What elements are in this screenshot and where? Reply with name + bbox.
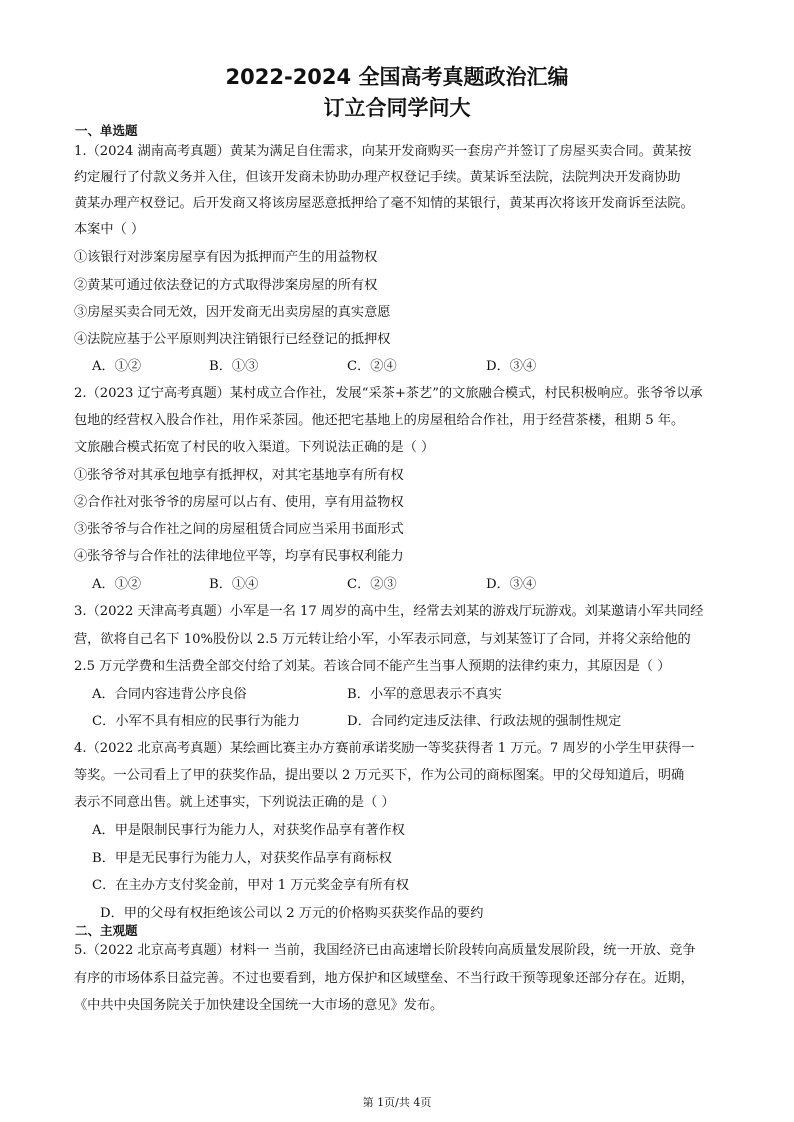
option-b: B．①④ <box>209 577 259 592</box>
option-a: A．甲是限制民事行为能力人，对获奖作品享有著作权 <box>92 823 405 838</box>
question-2-line: 文旅融合模式拓宽了村民的收入渠道。下列说法正确的是（ ） <box>74 440 435 455</box>
question-3-line: 营，欲将自己名下 10%股份以 2.5 万元转让给小军，小军表示同意，与刘某签订了合同，并将父亲给他的 <box>74 632 691 647</box>
question-1-statement: ③房屋买卖合同无效，因开发商无出卖房屋的真实意愿 <box>74 305 391 320</box>
document-subtitle: 订立合同学问大 <box>323 96 471 120</box>
question-1-statement: ④法院应基于公平原则判决注销银行已经登记的抵押权 <box>74 332 391 347</box>
option-b: B．①③ <box>209 359 259 374</box>
option-a: A．①② <box>92 577 142 592</box>
question-5-line: 5.（2022 北京高考真题）材料一 当前，我国经济已由高速增长阶段转向高质量发展阶段，统一开放、竞争 <box>74 943 696 958</box>
option-d: D．甲的父母有权拒绝该公司以 2 万元的价格购买获奖作品的要约 <box>100 906 484 921</box>
option-a: A．合同内容违背公序良俗 <box>92 687 247 702</box>
question-4-line: 4.（2022 北京高考真题）某绘画比赛主办方赛前承诺奖励一等奖获得者 1 万元。7 周岁的小学生甲获得一 <box>74 741 695 756</box>
question-3-line: 2.5 万元学费和生活费全部交付给了刘某。若该合同不能产生当事人预期的法律约束力，其原因是（ ） <box>74 659 671 674</box>
question-3-line: 3.（2022 天津高考真题）小军是一名 17 周岁的高中生，经常去刘某的游戏厅玩游戏。刘某邀请小军共同经 <box>74 604 704 619</box>
question-1-line: 约定履行了付款义务并入住，但该开发商未协助办理产权登记手续。黄某诉至法院，法院判决开发商协助 <box>74 170 681 185</box>
question-2-statement: ①张爷爷对其承包地享有抵押权，对其宅基地享有所有权 <box>74 468 404 483</box>
section-heading-single-choice: 一、单选题 <box>75 123 138 138</box>
document-title: 2022-2024 全国高考真题政治汇编 <box>225 65 569 89</box>
section-heading-subjective: 二、主观题 <box>75 923 138 938</box>
option-c: C．②③ <box>347 577 397 592</box>
option-c: C．在主办方支付奖金前，甲对 1 万元奖金享有所有权 <box>92 878 409 893</box>
question-1-line: 本案中（ ） <box>74 222 145 237</box>
question-1-line: 1.（2024 湖南高考真题）黄某为满足自住需求，向某开发商购买一套房产并签订了房屋买卖合同。黄某按 <box>74 144 692 159</box>
option-b: B．小军的意思表示不真实 <box>347 687 502 702</box>
question-1-statement: ①该银行对涉案房屋享有因为抵押而产生的用益物权 <box>74 250 378 265</box>
option-b: B．甲是无民事行为能力人，对获奖作品享有商标权 <box>92 851 392 866</box>
question-2-statement: ③张爷爷与合作社之间的房屋租赁合同应当采用书面形式 <box>74 522 404 537</box>
question-2-line: 2.（2023 辽宁高考真题）某村成立合作社，发展“采茶+茶艺”的文旅融合模式，村民积极响应。张爷爷以承 <box>74 386 703 401</box>
option-c: C．小军不具有相应的民事行为能力 <box>92 714 300 729</box>
question-5-line: 《中共中央国务院关于加快建设全国统一大市场的意见》发布。 <box>74 998 444 1013</box>
question-4-line: 表示不同意出售。就上述事实，下列说法正确的是（ ） <box>74 795 395 810</box>
question-2-line: 包地的经营权入股合作社，用作采茶园。他还把宅基地上的房屋租给合作社，用于经营茶楼，租期 5 年。 <box>74 413 685 428</box>
option-d: D．③④ <box>486 577 537 592</box>
page-footer: 第 1页/共 4页 <box>362 1096 432 1109</box>
option-a: A．①② <box>92 359 142 374</box>
option-d: D．合同约定违反法律、行政法规的强制性规定 <box>347 714 622 729</box>
question-2-statement: ②合作社对张爷爷的房屋可以占有、使用，享有用益物权 <box>74 495 404 510</box>
question-5-line: 有序的市场体系日益完善。不过也要看到，地方保护和区域壁垒、不当行政干预等现象还部分存在。近期， <box>74 971 694 986</box>
option-d: D．③④ <box>486 359 537 374</box>
question-1-statement: ②黄某可通过依法登记的方式取得涉案房屋的所有权 <box>74 278 378 293</box>
question-2-statement: ④张爷爷与合作社的法律地位平等，均享有民事权利能力 <box>74 549 404 564</box>
question-4-line: 等奖。一公司看上了甲的获奖作品，提出要以 2 万元买下，作为公司的商标图案。甲的父母知道后，明确 <box>74 768 685 783</box>
question-1-line: 黄某办理产权登记。后开发商又将该房屋恶意抵押给了毫不知情的某银行，黄某再次将该开发商诉至法院。 <box>74 196 694 211</box>
option-c: C．②④ <box>347 359 397 374</box>
